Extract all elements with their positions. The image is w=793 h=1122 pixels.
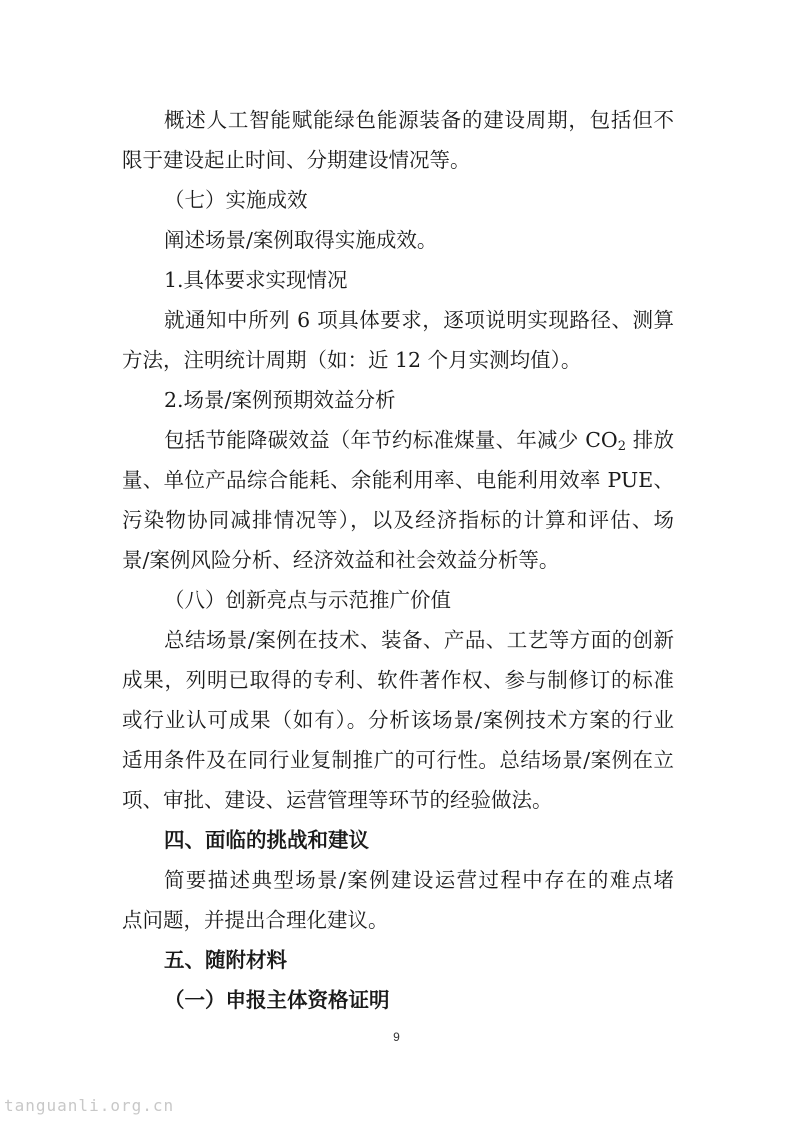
paragraph-line: 适用条件及在同行业复制推广的可行性。总结场景/案例在立 <box>122 748 674 772</box>
paragraph-line: 或行业认可成果（如有）。分析该场景/案例技术方案的行业 <box>122 708 674 732</box>
page-number: 9 <box>393 1030 400 1044</box>
section-heading-5-1: （一）申报主体资格证明 <box>164 988 390 1012</box>
paragraph-line: 总结场景/案例在技术、装备、产品、工艺等方面的创新 <box>164 628 674 652</box>
paragraph-line: 污染物协同减排情况等），以及经济指标的计算和评估、场 <box>122 508 674 532</box>
paragraph-line: 阐述场景/案例取得实施成效。 <box>164 228 438 252</box>
paragraph-text: 包括节能降碳效益（年节约标准煤量、年减少 CO <box>164 428 618 452</box>
paragraph-line: 概述人工智能赋能绿色能源装备的建设周期，包括但不 <box>164 108 674 132</box>
paragraph-line: 简要描述典型场景/案例建设运营过程中存在的难点堵 <box>164 868 674 892</box>
chapter-heading-4: 四、面临的挑战和建议 <box>164 828 369 852</box>
paragraph-line <box>164 425 674 462</box>
paragraph-line: 点问题，并提出合理化建议。 <box>122 908 389 932</box>
paragraph-line: 限于建设起止时间、分期建设情况等。 <box>122 148 471 172</box>
subheading-7-1: 1.具体要求实现情况 <box>164 268 348 292</box>
chapter-heading-5: 五、随附材料 <box>164 948 287 972</box>
subscript-text: 2 <box>617 439 627 454</box>
paragraph-line: 项、审批、建设、运营管理等环节的经验做法。 <box>122 788 553 812</box>
paragraph-line: 量、单位产品综合能耗、余能利用率、电能利用效率 PUE、 <box>122 468 674 492</box>
section-heading-8: （八）创新亮点与示范推广价值 <box>164 588 451 612</box>
subheading-7-2: 2.场景/案例预期效益分析 <box>164 388 396 412</box>
paragraph-line: 方法，注明统计周期（如：近 12 个月实测均值）。 <box>122 348 582 372</box>
watermark: tanguanli.org.cn <box>4 1096 175 1115</box>
section-heading-7: （七）实施成效 <box>164 188 308 212</box>
paragraph-line: 成果，列明已取得的专利、软件著作权、参与制修订的标准 <box>122 668 674 692</box>
paragraph-line: 就通知中所列 6 项具体要求，逐项说明实现路径、测算 <box>164 308 674 332</box>
paragraph-line: 景/案例风险分析、经济效益和社会效益分析等。 <box>122 548 560 572</box>
paragraph-text: 排放 <box>626 428 674 452</box>
